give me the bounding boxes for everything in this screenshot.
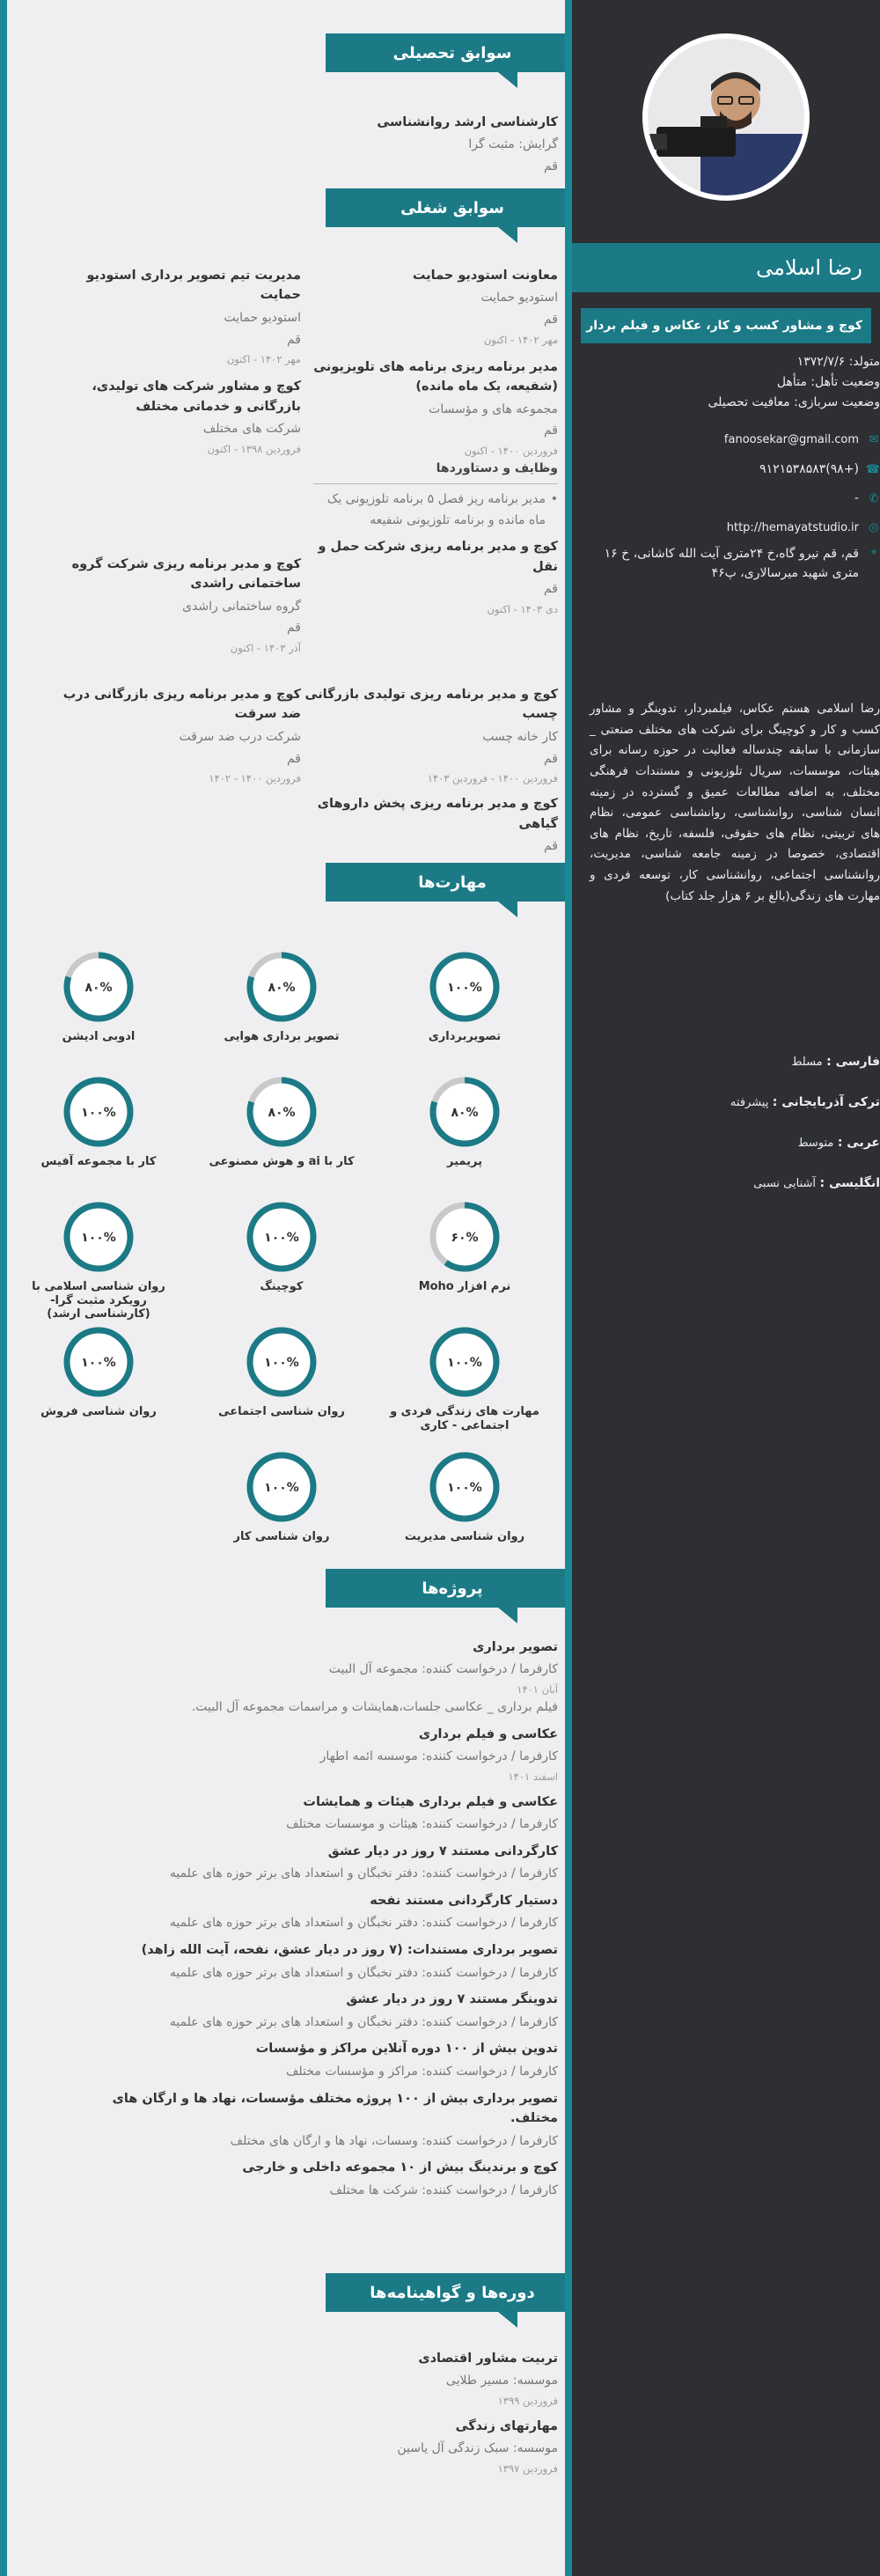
language-level: متوسط <box>797 1137 834 1150</box>
work-right-column-2 <box>303 685 558 875</box>
skill-item <box>202 1074 361 1169</box>
work-heading: سوابق شغلی <box>326 188 572 227</box>
skill-name: روان شناسی اسلامی با رویکرد مثبت گرا- (کارشناسی ارشد) <box>32 1280 165 1321</box>
mobile-text: - <box>854 491 859 505</box>
project-client: کارفرما / درخواست کننده: وسسات، نهاد ها و ارگان های مختلف <box>230 2133 558 2148</box>
work-right-column <box>313 266 558 618</box>
language-item <box>590 1136 880 1150</box>
skill-percent: ۱۰۰% <box>447 1356 482 1370</box>
course-title: مهارتهای زندگی <box>455 2418 558 2433</box>
language-name: انگلیسی : <box>819 1176 880 1190</box>
projects-heading: پروژه‌ها <box>326 1569 572 1608</box>
contact-address <box>590 544 880 584</box>
skill-item <box>385 1449 544 1544</box>
sidebar <box>572 0 880 2576</box>
job-title: کوچ و مدیر برنامه ریزی پخش داروهای گیاهی <box>317 797 558 831</box>
skill-name: روان شناسی مدیریت <box>404 1530 525 1543</box>
job-city: قم <box>543 423 558 438</box>
education-city: قم <box>543 159 558 174</box>
project-title: تصویر برداری <box>473 1640 558 1654</box>
project-client: کارفرما / درخواست کننده: موسسه ائمه اطهار <box>319 1749 558 1764</box>
job-city: قم <box>543 582 558 596</box>
project-item <box>65 1725 558 1785</box>
language-item <box>590 1055 880 1069</box>
skill-percent: ۸۰% <box>268 981 296 995</box>
language-name: فارسی : <box>826 1055 880 1069</box>
job-date: فروردین ۱۳۹۸ - اکنون <box>207 442 301 455</box>
skill-item <box>19 1074 178 1169</box>
skill-ring <box>61 1074 136 1150</box>
course-title: تربیت مشاور اقتصادی <box>418 2352 558 2366</box>
person-name: رضا اسلامی <box>756 255 862 280</box>
job-title-banner <box>581 308 871 343</box>
language-item <box>590 1176 880 1190</box>
skill-name: تصویربرداری <box>428 1030 502 1043</box>
work-item <box>46 377 301 457</box>
skill-name: کار با مجموعه آفیس <box>40 1155 157 1168</box>
skill-ring <box>427 1324 502 1400</box>
skill-ring <box>61 1324 136 1400</box>
project-title: تصویر برداری مستندات: (۷ روز در دیار عشق، نفحه، آیت الله زاهد) <box>141 1943 558 1958</box>
project-title: تصویر برداری بیش از ۱۰۰ پروژه مختلف مؤسسات، نهاد ها و ارگان های مختلف. <box>112 2091 558 2126</box>
job-company: گروه ساختمانی راشدی <box>182 599 301 614</box>
work-left-column-2 <box>46 685 301 787</box>
project-client: کارفرما / درخواست کننده: هیئات و موسسات مختلف <box>286 1817 558 1832</box>
skill-percent: ۸۰% <box>451 1106 479 1120</box>
project-title: کوچ و برندینگ بیش از ۱۰ مجموعه داخلی و خارجی <box>242 2160 558 2175</box>
skill-name: روان شناسی کار <box>233 1530 330 1543</box>
language-level: مسلط <box>791 1056 823 1069</box>
course-date: فروردین ۱۳۹۹ <box>497 2395 558 2408</box>
birth-date: متولد: ۱۳۷۲/۷/۶ <box>796 355 880 369</box>
job-company: استودیو حمایت <box>224 310 301 325</box>
military-status: وضعیت سربازی: معافیت تحصیلی <box>708 395 880 410</box>
project-date: آبان ۱۴۰۱ <box>517 1683 558 1696</box>
skill-item <box>202 949 361 1044</box>
project-title: عکاسی و فیلم برداری <box>418 1726 558 1741</box>
project-item <box>65 1842 558 1884</box>
project-item <box>65 2039 558 2081</box>
project-client: کارفرما / درخواست کننده: شرکت ها مختلف <box>329 2182 558 2197</box>
job-title: مدیر برنامه ریزی برنامه های تلویزیونی (شفیعه، یک ماه مانده) <box>313 359 558 394</box>
skill-name: مهارت های زندگی فردی و اجتماعی - کاری <box>390 1405 539 1432</box>
job-title: کوچ و مدیر برنامه ریزی بازرگانی درب ضد سرقت <box>62 688 301 722</box>
contact-phone <box>590 462 880 476</box>
language-name: ترکی آذربایجانی : <box>772 1095 880 1109</box>
project-description: فیلم برداری _ عکاسی جلسات،همایشات و مراسمات مجموعه آل البیت. <box>191 1699 558 1714</box>
phone-icon: ☎ <box>865 462 880 476</box>
skill-item <box>385 1199 544 1294</box>
projects-list <box>65 1638 558 2203</box>
job-date: فروردین ۱۴۰۰ - فروردین ۱۴۰۳ <box>427 772 558 785</box>
job-title: معاونت استودیو حمایت <box>412 269 558 283</box>
skill-name: تصویر برداری هوایی <box>224 1030 340 1043</box>
personal-info <box>590 352 880 413</box>
profile-photo <box>648 39 804 195</box>
skill-ring <box>244 1324 319 1400</box>
location-icon: ⌖ <box>870 546 877 559</box>
job-city: قم <box>543 313 558 328</box>
project-client: کارفرما / درخواست کننده: دفتر نخبگان و استعداد های برتر حوزه های علمیه <box>169 1916 558 1931</box>
skill-percent: ۱۰۰% <box>447 1481 482 1495</box>
summary-text: رضا اسلامی هستم عکاس، فیلمبردار، تدوینگر و مشاور کسب و کار و کوچینگ برای شرکت های مختلف صنعتی _ سازمانی با سابقه چندساله فعالیت در حوزه رسانه برای هیئات، موسسات، سریال تلوزیونی و مستندات فرهنگی مختلف، به اضافه مطالعات عمیق و گسترده در زمینه انسان شناسی، روانشناسی، روانشناسی عمومی، نظام های تربیتی، نظام های حقوقی، فلسفه، تاریخ، نظام های اقتصادی، خصوصا در زمینه جامعه شناسی، مدیریت، روانشناسی اجتماعی، روانشناسی کار، توسعه فردی و مهارت های زندگی(بالغ بر ۶ هزار جلد کتاب) <box>590 702 880 903</box>
skill-percent: ۱۰۰% <box>447 981 482 995</box>
skill-ring <box>244 1449 319 1525</box>
skill-item <box>202 1324 361 1419</box>
job-city: قم <box>286 751 301 766</box>
skill-name: کوچینگ <box>260 1280 304 1293</box>
skill-item <box>385 1324 544 1432</box>
project-item <box>65 2158 558 2200</box>
work-item <box>46 266 301 368</box>
globe-icon: ◎ <box>869 521 879 534</box>
language-level: پیشرفته <box>730 1096 769 1109</box>
project-client: کارفرما / درخواست کننده: دفتر نخبگان و استعداد های برتر حوزه های علمیه <box>169 1965 558 1980</box>
education-heading: سوابق تحصیلی <box>326 33 572 72</box>
project-item <box>65 1940 558 1983</box>
skill-ring <box>427 1449 502 1525</box>
job-title: کوچ و مدیر برنامه ریزی شرکت گروه ساختمانی راشدی <box>71 556 301 592</box>
job-title: مدیریت تیم تصویر برداری استودیو حمایت <box>86 269 301 303</box>
job-company: شرکت های مختلف <box>202 422 301 437</box>
skill-item <box>202 1449 361 1544</box>
duty-item: • مدیر برنامه ریز فصل ۵ برنامه تلوزیونی یک ماه مانده و برنامه تلوزیونی شفیعه <box>313 489 558 532</box>
skill-name: پریمیر <box>447 1155 482 1168</box>
education-degree: کارشناسی ارشد روانشناسی <box>377 115 558 129</box>
skill-ring <box>244 949 319 1025</box>
job-date: آذر ۱۴۰۳ - اکنون <box>230 641 301 654</box>
divider <box>313 483 558 484</box>
project-title: تدوین بیش از ۱۰۰ دوره آنلاین مراکز و مؤسسات <box>255 2042 558 2057</box>
marital-status: وضعیت تأهل: متأهل <box>776 375 880 390</box>
job-company: مجموعه های و مؤسسات <box>429 401 558 416</box>
skill-item <box>202 1199 361 1294</box>
course-item <box>206 2417 558 2477</box>
skill-ring <box>427 949 502 1025</box>
course-item <box>206 2349 558 2410</box>
job-title: کوچ و مدیر برنامه ریزی شرکت حمل و نقل <box>318 540 558 574</box>
job-title: کوچ و مدیر برنامه ریزی تولیدی بازرگانی چسب <box>304 688 558 722</box>
contact-email <box>590 433 880 446</box>
course-org: موسسه: سبک زندگی آل یاسین <box>397 2441 558 2456</box>
work-item <box>303 685 558 787</box>
avatar <box>642 33 810 201</box>
course-date: فروردین ۱۳۹۷ <box>497 2462 558 2476</box>
project-item <box>65 1990 558 2032</box>
email-icon: ✉ <box>869 433 879 446</box>
course-org: موسسه: مسیر طلایی <box>445 2374 558 2388</box>
project-title: عکاسی و فیلم برداری هیئات و همایشات <box>303 1794 558 1809</box>
project-client: کارفرما / درخواست کننده: دفتر نخبگان و استعداد های برتر حوزه های علمیه <box>169 1866 558 1881</box>
mobile-icon: ✆ <box>869 491 879 505</box>
education-field: گرایش: مثبت گرا <box>468 137 558 152</box>
skill-percent: ۱۰۰% <box>264 1231 299 1245</box>
project-item <box>65 1792 558 1835</box>
project-client: کارفرما / درخواست کننده: مجموعه آل البیت <box>328 1662 558 1677</box>
courses-list <box>206 2342 558 2477</box>
phone-text[interactable]: (+۹۸)۹۱۲۱۵۳۸۵۸۳ <box>759 462 859 476</box>
skill-percent: ۱۰۰% <box>81 1356 116 1370</box>
job-date: مهر ۱۴۰۲ - اکنون <box>483 333 558 346</box>
job-date: فروردین ۱۴۰۰ - اکنون <box>464 444 558 457</box>
job-date: فروردین ۱۴۰۰ - ۱۴۰۲ <box>209 772 301 785</box>
project-client: کارفرما / درخواست کننده: دفتر نخبگان و استعداد های برتر حوزه های علمیه <box>169 2014 558 2029</box>
language-name: عربی : <box>837 1136 880 1150</box>
skills-heading: مهارت‌ها <box>326 863 572 902</box>
skill-ring <box>427 1074 502 1150</box>
skill-item <box>385 1074 544 1169</box>
skill-ring <box>61 949 136 1025</box>
skill-percent: ۱۰۰% <box>81 1231 116 1245</box>
skill-percent: ۶۰% <box>451 1231 479 1245</box>
skill-item <box>385 949 544 1044</box>
email-text[interactable]: fanoosekar@gmail.com <box>723 433 859 446</box>
skill-name: کار با ai و هوش مصنوعی <box>209 1155 355 1168</box>
job-company: شرکت درب ضد سرقت <box>179 729 301 744</box>
skill-name: نرم افزار Moho <box>418 1280 511 1293</box>
job-city: قم <box>286 621 301 636</box>
skill-percent: ۱۰۰% <box>81 1106 116 1120</box>
duties-label: وظایف و دستاوردها <box>436 460 558 475</box>
work-item <box>313 537 558 617</box>
job-city: قم <box>286 332 301 347</box>
skill-ring <box>427 1199 502 1275</box>
project-item <box>65 1891 558 1933</box>
work-item <box>313 266 558 349</box>
skill-item <box>19 1199 178 1321</box>
person-title: کوچ و مشاور کسب و کار، عکاس و فیلم بردار <box>586 319 862 333</box>
courses-heading: دوره‌ها و گواهینامه‌ها <box>326 2273 572 2312</box>
address-text: قم، قم نیرو گاه،خ ۲۴متری آیت الله کاشانی، خ ۱۶ متری شهید میرسالاری، پ۴۶ <box>604 547 859 581</box>
project-date: اسفند ۱۴۰۱ <box>508 1770 558 1783</box>
skill-name: ادوبی ادیشن <box>62 1030 136 1043</box>
work-item <box>46 555 301 657</box>
skill-ring <box>244 1199 319 1275</box>
skill-name: روان شناسی فروش <box>40 1405 157 1418</box>
job-date: دی ۱۴۰۳ - اکنون <box>487 602 558 615</box>
skill-percent: ۸۰% <box>268 1106 296 1120</box>
project-item <box>65 2089 558 2152</box>
language-item <box>590 1095 880 1109</box>
job-title: کوچ و مشاور شرکت های تولیدی، بازرگانی و خدماتی مختلف <box>92 379 301 414</box>
skill-ring <box>61 1199 136 1275</box>
languages-list <box>590 1055 880 1190</box>
job-date: مهر ۱۴۰۲ - اکنون <box>226 353 301 366</box>
contact-website <box>590 521 880 534</box>
project-client: کارفرما / درخواست کننده: مراکز و مؤسسات مختلف <box>285 2064 558 2079</box>
project-title: کارگردانی مستند ۷ روز در دیار عشق <box>327 1844 558 1858</box>
work-item <box>313 357 558 532</box>
skill-item <box>19 949 178 1044</box>
contact-mobile <box>590 491 880 505</box>
project-title: تدوینگر مستند ۷ روز در دیار عشق <box>346 1992 558 2007</box>
project-item <box>65 1638 558 1718</box>
project-title: دستیار کارگردانی مستند نفحه <box>370 1893 558 1908</box>
job-company: استودیو حمایت <box>480 291 558 305</box>
name-banner <box>572 243 880 292</box>
skill-ring <box>244 1074 319 1150</box>
job-city: قم <box>543 839 558 854</box>
skill-item <box>19 1324 178 1419</box>
skill-percent: ۸۰% <box>84 981 113 995</box>
skill-percent: ۱۰۰% <box>264 1356 299 1370</box>
skill-name: روان شناسی اجتماعی <box>218 1405 345 1418</box>
work-left-column <box>46 266 301 657</box>
job-company: کار خانه چسب <box>482 729 558 744</box>
language-level: آشنایی نسبی <box>753 1177 817 1190</box>
skill-percent: ۱۰۰% <box>264 1481 299 1495</box>
website-text[interactable]: http://hemayatstudio.ir <box>726 521 859 534</box>
job-city: قم <box>543 751 558 766</box>
